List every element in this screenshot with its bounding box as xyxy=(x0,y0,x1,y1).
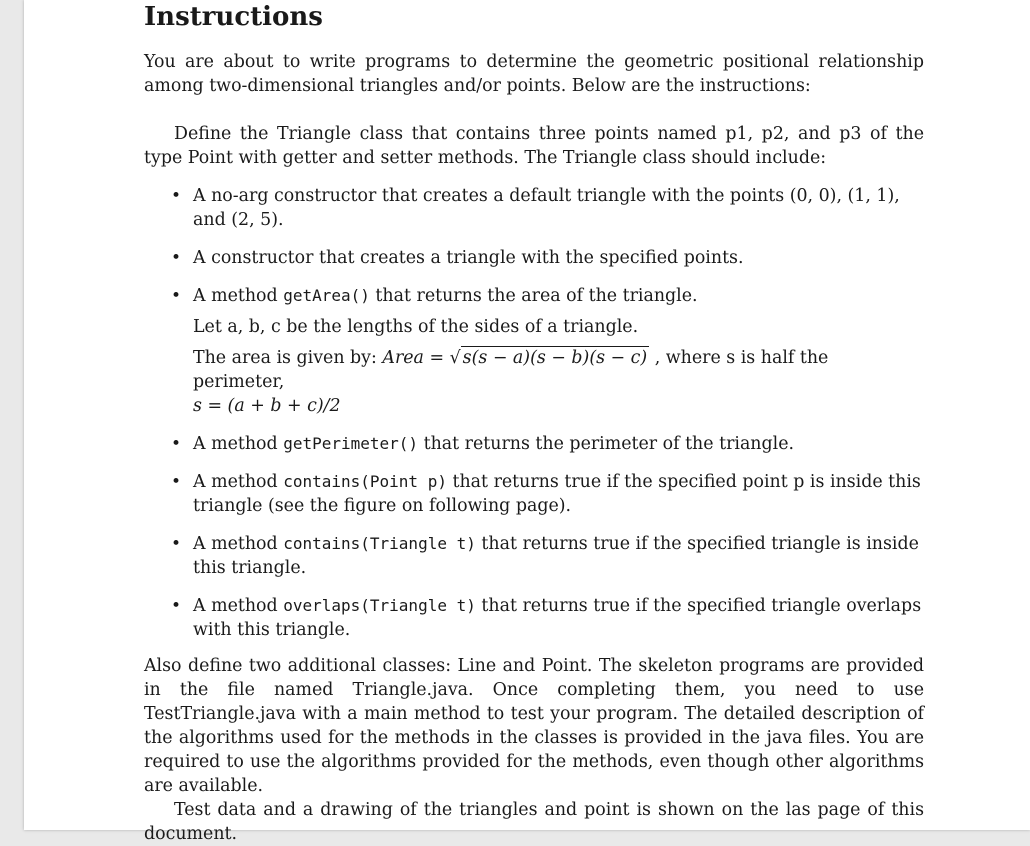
bullet-text: that returns true if the specified triangle is inside this triangle. xyxy=(193,534,919,578)
bullet-icon: • xyxy=(171,286,182,306)
define-paragraph: Define the Triangle class that contains three points named p1, p2, and p3 of the type Point with getter and setter methods. The Triangle class should include: xyxy=(144,124,924,168)
method-code: contains(Triangle t) xyxy=(283,534,476,553)
method-code: contains(Point p) xyxy=(283,472,447,491)
area-lhs: Area = xyxy=(382,348,450,368)
bullet-text: that returns the perimeter of the triangle. xyxy=(418,434,795,454)
list-item xyxy=(144,284,924,418)
bullet-text: that returns true if the specified point p is inside this triangle (see the figure on following page). xyxy=(193,472,921,516)
bullet-text: A method xyxy=(193,534,284,554)
bullet-text: A no-arg constructor that creates a default triangle with the points (0, 0), (1, 1), and (2, 5). xyxy=(193,186,900,230)
list-item xyxy=(144,532,924,580)
list-item xyxy=(144,246,924,270)
area-label: The area is given by: xyxy=(193,348,383,368)
area-formula xyxy=(193,346,924,418)
area-suffix: , where s is half the perimeter, xyxy=(193,348,829,392)
bullet-icon: • xyxy=(171,186,182,206)
bullet-text: A method xyxy=(193,434,284,454)
requirements-list xyxy=(144,184,924,642)
bullet-text: A method xyxy=(193,286,284,306)
section-heading: Instructions xyxy=(144,2,323,32)
bullet-icon: • xyxy=(171,596,182,616)
bullet-text: A constructor that creates a triangle with the specified points. xyxy=(193,248,744,268)
sqrt-icon: √ xyxy=(449,348,461,368)
sides-definition: Let a, b, c be the lengths of the sides of a triangle. xyxy=(193,317,639,337)
closing-paragraph: Also define two additional classes: Line and Point. The skeleton programs are provided in the file named Triangle.java. Once completing them, you need to use TestTriangle.java with a main method to test your program. The detailed description of the algorithms used for the methods in the classes is provided in the java files. You are required to use the algorithms provided for the methods, even though other algorithms are available. xyxy=(144,656,924,796)
bullet-icon: • xyxy=(171,534,182,554)
bullet-icon: • xyxy=(171,248,182,268)
list-item xyxy=(144,184,924,232)
area-root: s(s − a)(s − b)(s − c) xyxy=(462,348,648,368)
intro-paragraph: You are about to write programs to determine the geometric positional relationship among two-dimensional triangles and/or points. Below are the instructions: xyxy=(144,52,924,96)
closing-paragraph-2: Test data and a drawing of the triangles and point is shown on the las page of this document. xyxy=(144,800,924,844)
document-content xyxy=(144,0,924,846)
list-item xyxy=(144,470,924,518)
bullet-icon: • xyxy=(171,434,182,454)
method-code: getPerimeter() xyxy=(283,434,419,453)
bullet-text: A method xyxy=(193,472,284,492)
semi-perimeter-formula: s = (a + b + c)/2 xyxy=(193,396,341,416)
list-item xyxy=(144,432,924,456)
method-code: overlaps(Triangle t) xyxy=(283,596,476,615)
bullet-text: that returns the area of the triangle. xyxy=(369,286,698,306)
document-page xyxy=(24,0,1030,844)
method-code: getArea() xyxy=(283,286,370,305)
bullet-icon: • xyxy=(171,472,182,492)
bullet-text: that returns true if the specified triangle overlaps with this triangle. xyxy=(193,596,922,640)
bullet-text: A method xyxy=(193,596,284,616)
list-item xyxy=(144,594,924,642)
